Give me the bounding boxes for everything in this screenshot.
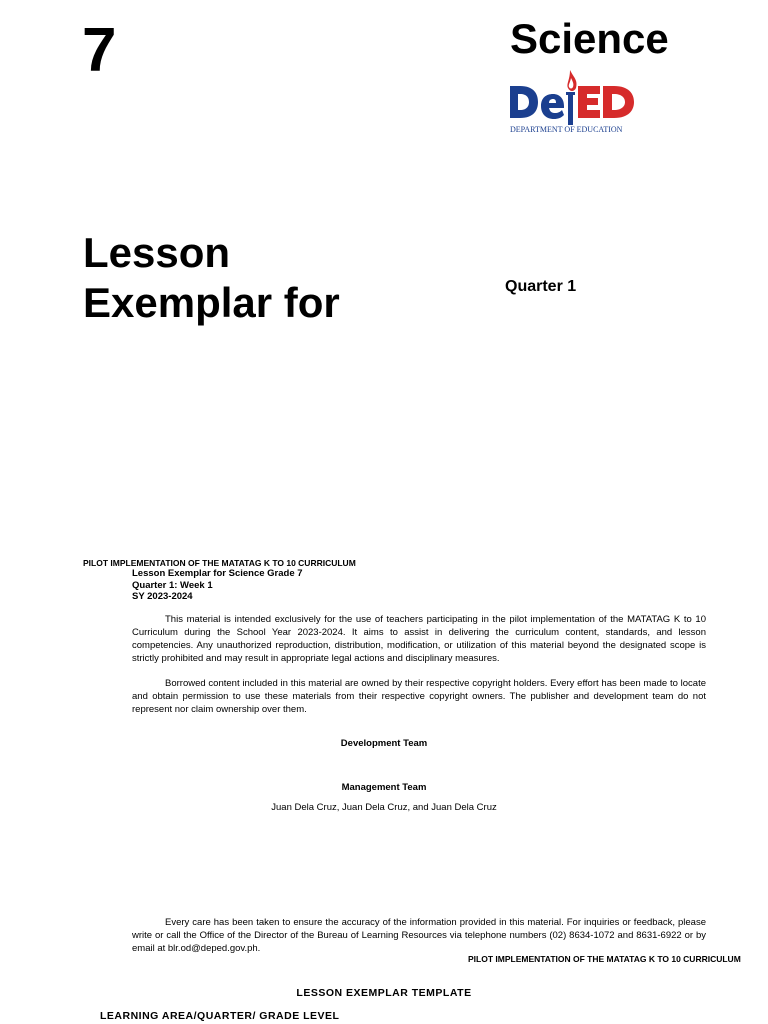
subject-title: Science <box>510 15 669 62</box>
deped-logo-graphic <box>508 64 648 136</box>
development-team-heading: Development Team <box>340 738 428 749</box>
cover-title <box>83 228 340 328</box>
management-team-heading: Management Team <box>341 782 427 793</box>
document-school-year: SY 2023-2024 <box>132 591 193 602</box>
management-team-names: Juan Dela Cruz, Juan Dela Cruz, and Juan Dela Cruz <box>271 802 497 813</box>
pilot-footer: PILOT IMPLEMENTATION OF THE MATATAG K TO 10 CURRICULUM <box>468 954 741 964</box>
learning-area-label: LEARNING AREA/QUARTER/ GRADE LEVEL <box>100 1010 340 1022</box>
document-week: Quarter 1: Week 1 <box>132 579 213 591</box>
torch-handle-icon <box>568 95 573 125</box>
contact-paragraph: Every care has been taken to ensure the accuracy of the information provided in this material. For inquiries or feedback, please write or call the Office of the Director of the Bureau of Learning Resources via telephone numbers (02) 8634-1072 and 8631-6922 or by email at blr.od@deped.gov.ph. <box>132 917 706 954</box>
document-title: Lesson Exemplar for Science Grade 7 <box>132 568 303 579</box>
copyright-paragraph: Borrowed content included in this material are owned by their respective copyright holders. Every effort has been made to locate and obtain permission to use these materials from their respective copyright owners. The publisher and development team do not represent nor claim ownership over them. <box>132 678 706 715</box>
pilot-header: PILOT IMPLEMENTATION OF THE MATATAG K TO 10 CURRICULUM <box>83 558 356 568</box>
template-title: LESSON EXEMPLAR TEMPLATE <box>296 987 472 999</box>
quarter-label: Quarter 1 <box>505 278 577 295</box>
grade-number: 7 <box>82 16 117 85</box>
usage-notice-paragraph: This material is intended exclusively for the use of teachers participating in the pilot implementation of the MATATAG K to 10 Curriculum during the School Year 2023-2024. It aims to assist in delivering the curriculum content, standards, and lesson competencies. Any unauthorized reproduction, distribution, modification, or utilization of this material beyond the designated scope is strictly prohibited and may result in appropriate legal actions and disciplinary measures. <box>132 614 706 664</box>
cover-title-line1: Lesson <box>83 229 231 276</box>
cover-title-line2: Exemplar for <box>83 279 340 326</box>
document-meta <box>132 568 303 603</box>
deped-logo <box>508 64 648 136</box>
logo-tagline: DEPARTMENT OF EDUCATION <box>510 125 623 134</box>
